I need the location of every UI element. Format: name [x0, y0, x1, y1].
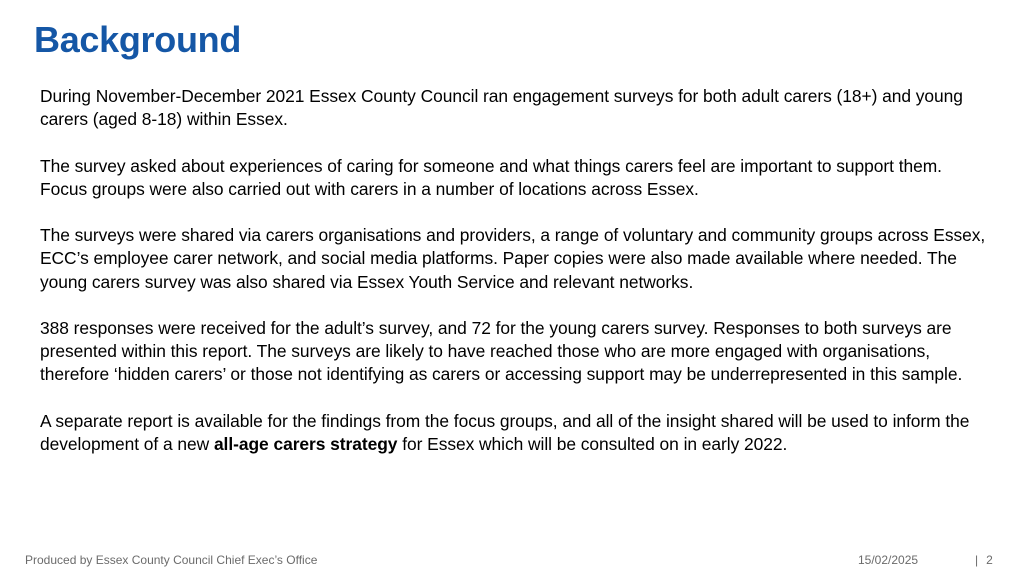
- footer-date: 15/02/2025: [858, 553, 919, 567]
- paragraph-survey-content: The survey asked about experiences of caring for someone and what things carers feel are important to support them. Focus groups were also carried out with carers in a number of locations across Essex.: [40, 155, 942, 199]
- strategy-highlight: all-age carers strategy: [213, 433, 398, 454]
- paragraph-survey-distribution: The surveys were shared via carers organisations and providers, a range of voluntary and community groups across Essex, ECC’s employee carer network, and social media platforms. Paper copies were also made available where needed. The young carers survey was also shared via Essex Youth Service and relevant networks.: [40, 225, 986, 292]
- paragraph-responses: 388 responses were received for the adult’s survey, and 72 for the young carers survey. Responses to both surveys are presented within this report. The surveys are likely to have reached those who are more engaged with organisations, therefore ‘hidden carers’ or those not identifying as carers or accessing support may be underrepresented in this sample.: [40, 317, 963, 385]
- footer-producer: Produced by Essex County Council Chief Exec’s Office: [25, 553, 318, 567]
- body-text: [40, 85, 988, 479]
- page-number: 2: [986, 553, 993, 567]
- footer-separator: |: [975, 553, 979, 567]
- strategy-text-before: A separate report is available for the findings from the focus groups, and all of the insight shared will be used to inform the development of a new: [40, 410, 970, 454]
- paragraph-survey-overview: During November-December 2021 Essex County Council ran engagement surveys for both adult carers (18+) and young carers (aged 8-18) within Essex.: [40, 86, 963, 130]
- slide-title: Background: [34, 19, 242, 60]
- footer-page: [975, 552, 993, 568]
- paragraph-strategy: [40, 410, 988, 456]
- strategy-text-after: for Essex which will be consulted on in early 2022.: [397, 433, 788, 454]
